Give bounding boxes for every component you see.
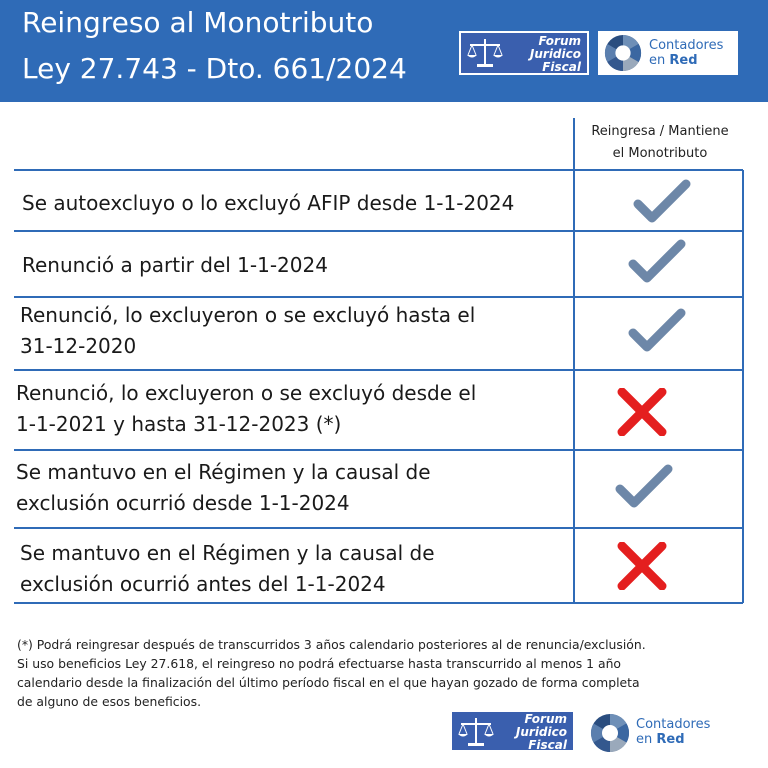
footnote [17,635,747,711]
page-title-line-2: Ley 27.743 - Dto. 661/2024 [22,52,407,85]
contadores-logo-bottom-line1: Contadores [636,717,711,732]
table-row-label [20,538,435,600]
scales-of-justice-icon [465,36,505,70]
table-row-label [16,457,431,519]
table-row-label [22,250,328,281]
cross-icon [612,388,672,436]
row-4-text-line1: Renunció, lo excluyeron o se excluyó desde el [16,381,477,405]
footnote-line2: Si uso beneficios Ley 27.618, el reingreso no podrá efectuarse hasta transcurrido al menos 1 año [17,656,622,671]
forum-logo-bottom-line1: Forum [524,712,567,726]
table-row-label [22,188,514,219]
contadores-logo-line2-bold: Red [669,53,698,68]
row-1-text: Se autoexcluyo o lo excluyó AFIP desde 1-1-2024 [22,191,515,215]
footnote-line3: calendario desde la finalización del último período fiscal en el que hayan gozado de forma completa [17,675,640,690]
table-row-divider [14,369,743,371]
row-5-text-line2: exclusión ocurrió desde 1-1-2024 [16,491,350,515]
forum-logo-bottom-line3: Fiscal [528,738,567,752]
table-row-divider [14,230,743,232]
check-icon [627,238,687,286]
forum-logo-line2: Juridico [529,47,581,61]
table-row-label [20,300,475,362]
row-4-text-line2: 1-1-2021 y hasta 31-12-2023 (*) [16,412,342,436]
table-row-divider [14,296,743,298]
column-header-line1: Reingresa / Mantiene [591,124,729,139]
forum-juridico-logo-bottom [450,710,575,752]
footnote-line1: (*) Podrá reingresar después de transcurridos 3 años calendario posteriores al de renuncia/exclusión. [17,637,646,652]
table-row-divider [14,169,743,171]
table-row-divider [14,602,743,604]
table-right-border [742,170,744,603]
aperture-icon [604,34,642,72]
check-icon [627,307,687,355]
row-2-text: Renunció a partir del 1-1-2024 [22,253,328,277]
forum-logo-line1: Forum [538,34,581,48]
contadores-en-red-logo [598,31,738,75]
check-icon [614,463,674,511]
contadores-en-red-logo-bottom [588,710,728,754]
page-title-line-1: Reingreso al Monotributo [22,6,374,39]
table-row-label [16,378,476,440]
forum-juridico-logo [459,31,589,75]
row-6-text-line2: exclusión ocurrió antes del 1-1-2024 [20,572,386,596]
forum-logo-line3: Fiscal [542,60,581,74]
table-column-divider [573,118,575,603]
contadores-logo-bottom-line2-prefix: en [636,732,657,747]
footnote-line4: de alguno de esos beneficios. [17,694,202,709]
row-3-text-line1: Renunció, lo excluyeron o se excluyó hasta el [20,303,476,327]
aperture-icon [590,713,630,753]
forum-logo-bottom-line2: Juridico [515,725,567,739]
row-6-text-line1: Se mantuvo en el Régimen y la causal de [20,541,435,565]
contadores-logo-line2-prefix: en [649,53,670,68]
row-3-text-line2: 31-12-2020 [20,334,137,358]
row-5-text-line1: Se mantuvo en el Régimen y la causal de [16,460,431,484]
scales-of-justice-icon [456,715,496,749]
column-header-line2: el Monotributo [612,146,708,161]
check-icon [632,178,692,226]
column-header [576,121,744,165]
table-row-divider [14,527,743,529]
table-row-divider [14,449,743,451]
contadores-logo-bottom-line2-bold: Red [656,732,685,747]
cross-icon [612,542,672,590]
contadores-logo-line1: Contadores [649,38,724,53]
